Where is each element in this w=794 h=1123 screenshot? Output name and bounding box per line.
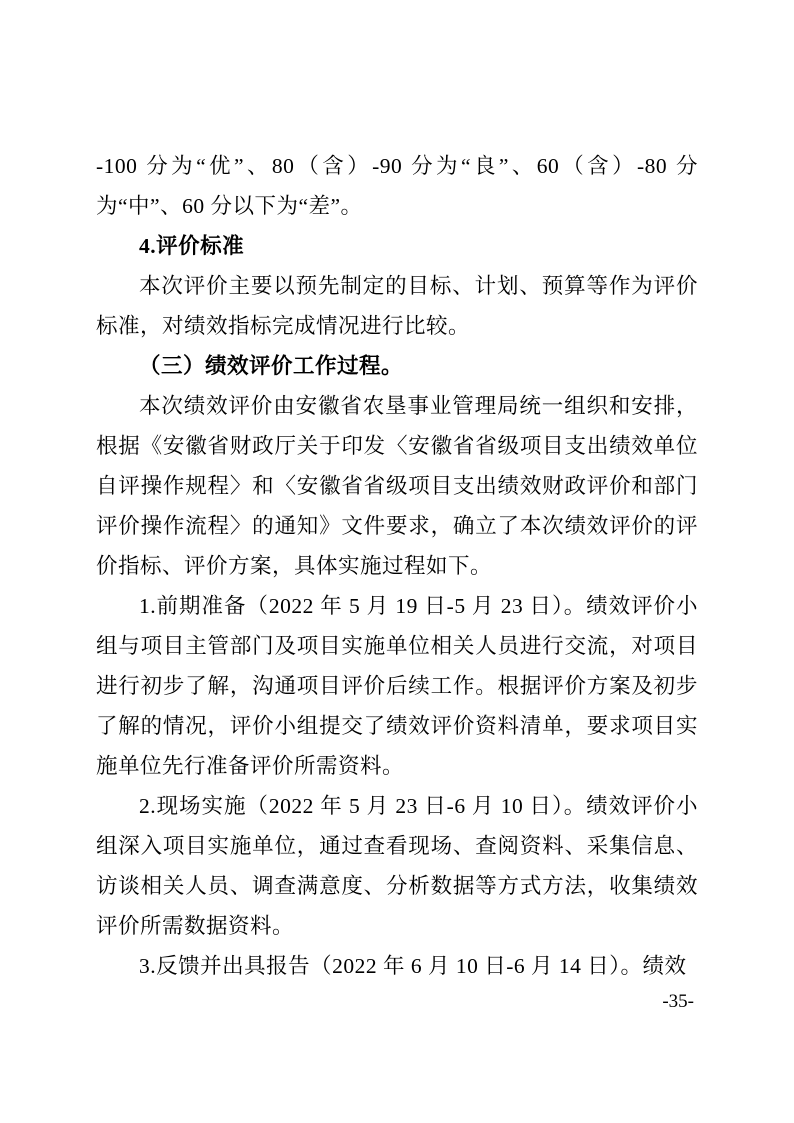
document-body bbox=[96, 146, 698, 986]
heading-evaluation-criteria: 4.评价标准 bbox=[139, 234, 245, 258]
page-number: -35- bbox=[662, 991, 694, 1012]
heading-evaluation-work-process: （三）绩效评价工作过程。 bbox=[139, 354, 404, 378]
paragraph-evaluation-criteria: 本次评价主要以预先制定的目标、计划、预算等作为评价标准，对绩效指标完成情况进行比较。 bbox=[96, 274, 698, 338]
paragraph-step3-feedback-report: 3.反馈并出具报告（2022 年 6 月 10 日-6 月 14 日）。绩效 bbox=[139, 954, 687, 978]
paragraph-organization-basis: 本次绩效评价由安徽省农垦事业管理局统一组织和安排，根据《安徽省财政厅关于印发〈安徽省省级项目支出绩效单位自评操作规程〉和〈安徽省省级项目支出绩效财政评价和部门评价操作流程〉的通知》文件要求，确立了本次绩效评价的评价指标、评价方案，具体实施过程如下。 bbox=[96, 394, 698, 578]
paragraph-step2-onsite-implementation: 2.现场实施（2022 年 5 月 23 日-6 月 10 日）。绩效评价小组深入项目实施单位，通过查看现场、查阅资料、采集信息、访谈相关人员、调查满意度、分析数据等方式方法，收集绩效评价所需数据资料。 bbox=[96, 794, 698, 938]
paragraph-step1-preparation: 1.前期准备（2022 年 5 月 19 日-5 月 23 日）。绩效评价小组与项目主管部门及项目实施单位相关人员进行交流，对项目进行初步了解，沟通项目评价后续工作。根据评价方案及初步了解的情况，评价小组提交了绩效评价资料清单，要求项目实施单位先行准备评价所需资料。 bbox=[96, 594, 698, 778]
paragraph-grade-scale: -100 分为“优”、80（含）-90 分为“良”、60（含）-80 分为“中”、60 分以下为“差”。 bbox=[96, 154, 698, 218]
